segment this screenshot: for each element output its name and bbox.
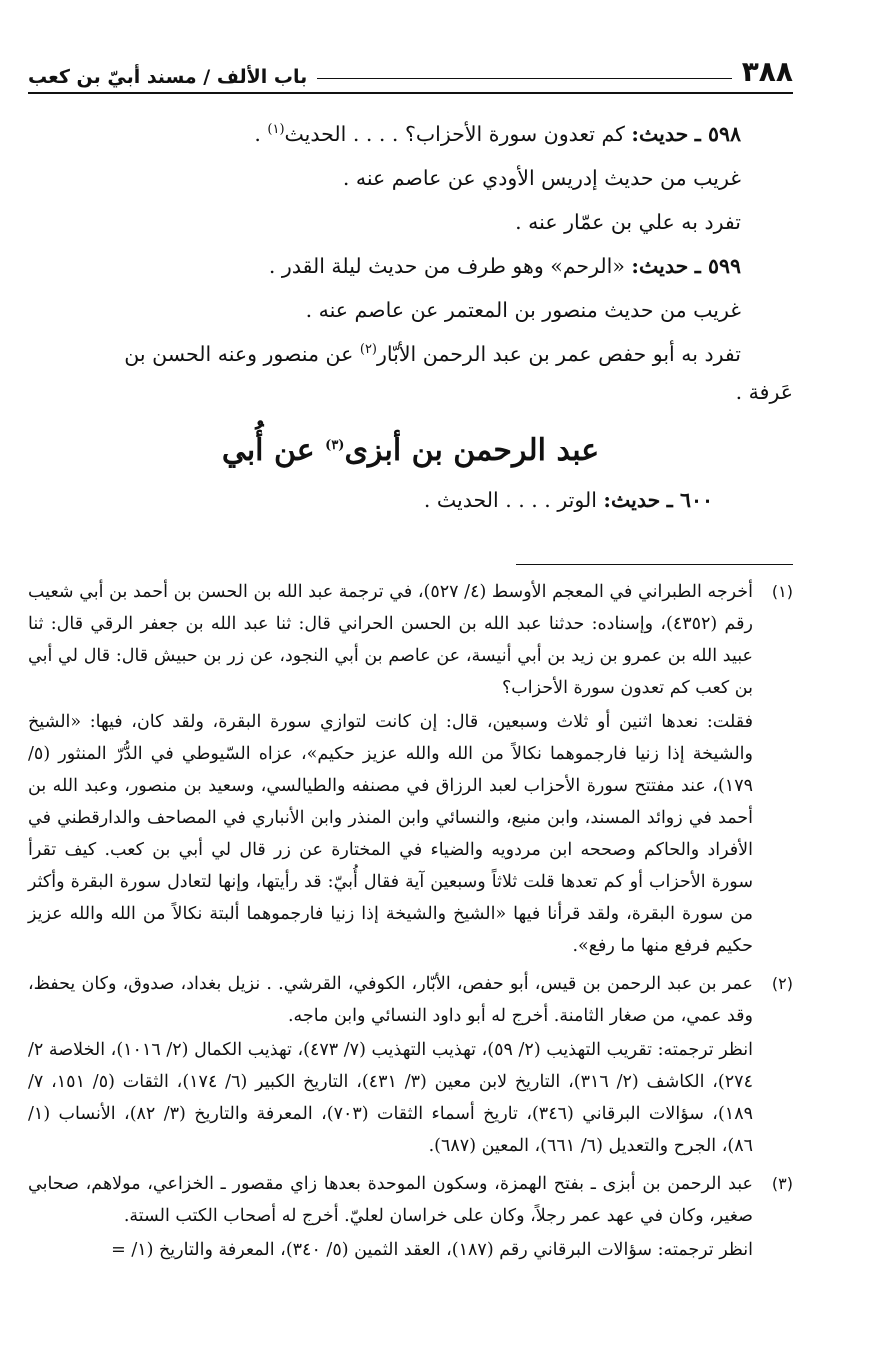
footnote-paragraph: فقلت: نعدها اثنين أو ثلاث وسبعين، قال: إن كانت لتوازي سورة البقرة، ولقد كان، فيها: «الشيخ والشيخة إذا زنيا فارجموهما نكالاً من الله والله عزيز حكيم»، عزاه السّيوطي في الدُّرّ المنثور (٥/ ١٧٩)، عند مفتتح سورة الأحزاب لعبد الرزاق في مصنفه والطيالسي، وسعيد بن منصور، وعبد الله بن أحمد في زوائد المسند، وابن منيع، والنسائي وابن المنذر وابن الأنباري في المصاحف والدارقطني في الأفراد والحاكم وصححه ابن مردويه والضياء في المختارة عن زر قال لي أبي بن كعب. كيف تقرأ سورة الأحزاب أو كم تعدها قلت ثلاثاً وسبعين آية فقال أُبيّ: قد رأيتها، وإنها لتعادل سورة البقرة وأكثر من سورة البقرة، ولقد قرأنا فيها «الشيخ والشيخة إذا زنيا فارجموهما ألبتة نكالاً من الله والله عزيز حكيم فرفع منها ما رفع». (28, 712, 753, 956)
footnote (28, 1168, 793, 1268)
footnote-paragraph: أخرجه الطبراني في المعجم الأوسط (٤/ ٥٢٧)، في ترجمة عبد الله بن الحسن بن أحمد بن أبي شعيب رقم (٤٣٥٢)، وإسناده: حدثنا عبد الله بن الحسن الحراني قال: ثنا عبد الله بن جعفر الرقي قال: ثنا عبيد الله بن عمرو بن زيد بن أبي أنيسة، عن عاصم بن أبي النجود، عن زر بن حبيش قال: قال لي أبي بن كعب كم تعدون سورة الأحزاب؟ (28, 582, 753, 698)
punctuation: . (254, 122, 261, 146)
footnotes (28, 576, 793, 1272)
text-line: عَرفة . (735, 380, 793, 404)
text-line: غريب من حديث منصور بن المعتمر عن عاصم عنه . (305, 298, 741, 322)
footnote-number: (٢) (771, 974, 793, 993)
hadith-600 (28, 478, 793, 522)
heading-text: عبد الرحمن بن أبزى (344, 433, 600, 468)
footnote-paragraph: عبد الرحمن بن أبزى ـ بفتح الهمزة، وسكون الموحدة بعدها زاي مقصور ـ الخزاعي، مولاهم، صحابي صغير، وكان في عهد عمر رجلاً، وكان على خراسان لعليّ. أخرج له أصحاب الكتب الستة. (28, 1174, 753, 1226)
section-heading (28, 428, 793, 474)
footnote-paragraph: عمر بن عبد الرحمن بن قيس، أبو حفص، الأبّار، الكوفي، القرشي. . نزيل بغداد، صدوق، وكان يحفظ، وقد عمي، من صغار الثامنة. أخرج له أبو داود النسائي وابن ماجه. (28, 974, 753, 1026)
footnote-number: (١) (771, 582, 793, 601)
hadith-number: ٥٩٩ ـ (694, 254, 741, 278)
hadith-text: «الرحم» وهو طرف من حديث ليلة القدر . (268, 254, 625, 278)
hadith-number: ٥٩٨ ـ (694, 122, 741, 146)
text-line (28, 332, 793, 376)
footnote-ref: (١) (267, 122, 285, 138)
hadith-label: حديث: (631, 122, 689, 146)
footnote-ref: (٢) (359, 342, 377, 358)
heading-text: عن أُبي (221, 433, 315, 468)
footnote (28, 576, 793, 964)
footnote-body (28, 968, 753, 1164)
text-segment: عن منصور وعنه الحسن بن (124, 342, 354, 366)
page-number: ٣٨٨ (741, 55, 793, 88)
text-segment: تفرد به أبو حفص عمر بن عبد الرحمن الأبّار (377, 342, 741, 366)
hadith-text: كم تعدون سورة الأحزاب؟ . . . . الحديث (284, 122, 625, 146)
footnote-body (28, 576, 753, 964)
hadith-598 (28, 112, 793, 156)
page-header (28, 52, 793, 94)
footnote (28, 968, 793, 1164)
footnote-paragraph: انظر ترجمته: سؤالات البرقاني رقم (١٨٧)، العقد الثمين (٥/ ٣٤٠)، المعرفة والتاريخ (١/ = (111, 1240, 753, 1260)
footnote-separator (516, 564, 793, 565)
text-line: تفرد به علي بن عمّار عنه . (515, 210, 741, 234)
main-text (28, 112, 793, 522)
hadith-label: حديث: (603, 488, 661, 512)
book-page (28, 40, 793, 1350)
hadith-label: حديث: (631, 254, 689, 278)
footnote-number: (٣) (771, 1174, 793, 1193)
hadith-599 (28, 244, 793, 288)
footnote-body (28, 1168, 753, 1268)
footnote-ref: (٣) (325, 438, 345, 453)
running-title: باب الألف / مسند أبيّ بن كعب (28, 66, 308, 88)
header-rule (317, 78, 731, 79)
text-line: غريب من حديث إدريس الأودي عن عاصم عنه . (342, 166, 741, 190)
hadith-text: الوتر . . . . الحديث . (423, 488, 597, 512)
footnote-paragraph: انظر ترجمته: تقريب التهذيب (٢/ ٥٩)، تهذيب التهذيب (٧/ ٤٧٣)، تهذيب الكمال (٢/ ١٠١٦)، الخلاصة ٢/ ٢٧٤)، الكاشف (٢/ ٣١٦)، التاريخ لابن معين (٣/ ٤٣١)، التاريخ الكبير (٦/ ١٧٤)، الثقات (٥/ ١٥١، ٧/ ١٨٩)، سؤالات البرقاني (٣٤٦)، تاريخ أسماء الثقات (٧٠٣)، المعرفة والتاريخ (٣/ ٨٢)، الأنساب (١/ ٨٦)، الجرح والتعديل (٦/ ٦٦١)، المعين (٦٨٧). (28, 1040, 754, 1156)
hadith-number: ٦٠٠ ـ (666, 488, 713, 512)
